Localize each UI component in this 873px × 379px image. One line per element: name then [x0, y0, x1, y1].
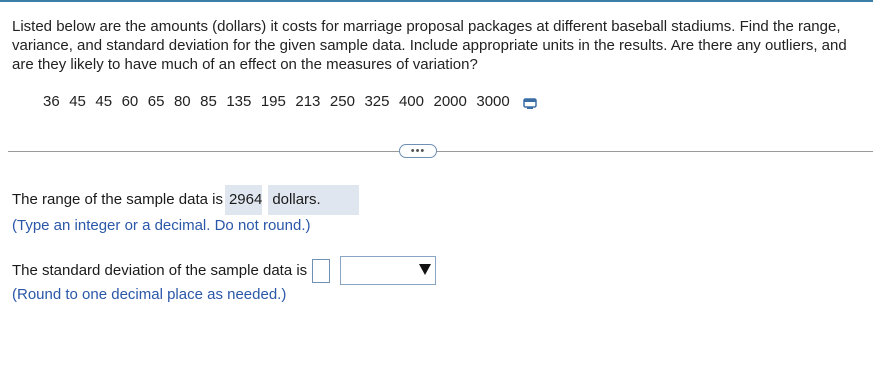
stdev-prefix: The standard deviation of the sample data is [12, 262, 308, 279]
sample-data-row [43, 93, 537, 110]
top-accent-rule [0, 0, 873, 2]
data-value: 195 [260, 93, 286, 110]
range-hint: (Type an integer or a decimal. Do not round.) [12, 217, 311, 234]
data-value: 85 [200, 93, 217, 110]
data-value: 3000 [476, 93, 510, 110]
data-value: 80 [173, 93, 191, 110]
data-value: 213 [295, 93, 321, 110]
data-value: 400 [398, 93, 424, 110]
data-value: 60 [121, 93, 139, 110]
data-value: 250 [329, 93, 355, 110]
stdev-unit-select[interactable] [340, 256, 436, 285]
data-value: 36 [43, 93, 60, 110]
question-text: Listed below are the amounts (dollars) it costs for marriage proposal packages at different baseball stadiums. Find the range, variance, and standard deviation for the given sample data. Include appropriate units in the results. Are there any outliers, and are they likely to have much of an effect on the measures of variation? [12, 18, 847, 73]
data-value: 325 [364, 93, 390, 110]
range-answer-box [225, 185, 359, 215]
data-value: 2000 [433, 93, 467, 110]
dropdown-arrow-icon [419, 264, 431, 275]
stdev-input[interactable] [312, 259, 330, 283]
stdev-answer-line [12, 256, 436, 285]
range-unit: dollars. [272, 191, 321, 208]
ellipsis-expand-button[interactable]: ••• [399, 144, 437, 158]
range-prefix: The range of the sample data is [12, 191, 223, 208]
section-divider [8, 151, 873, 152]
stdev-hint: (Round to one decimal place as needed.) [12, 286, 287, 303]
data-value: 45 [95, 93, 113, 110]
range-value: 2964 [228, 191, 263, 208]
copy-data-icon[interactable] [523, 97, 537, 109]
range-answer-line [12, 185, 359, 215]
data-value: 45 [69, 93, 86, 110]
data-value: 65 [147, 93, 165, 110]
data-value: 135 [226, 93, 252, 110]
